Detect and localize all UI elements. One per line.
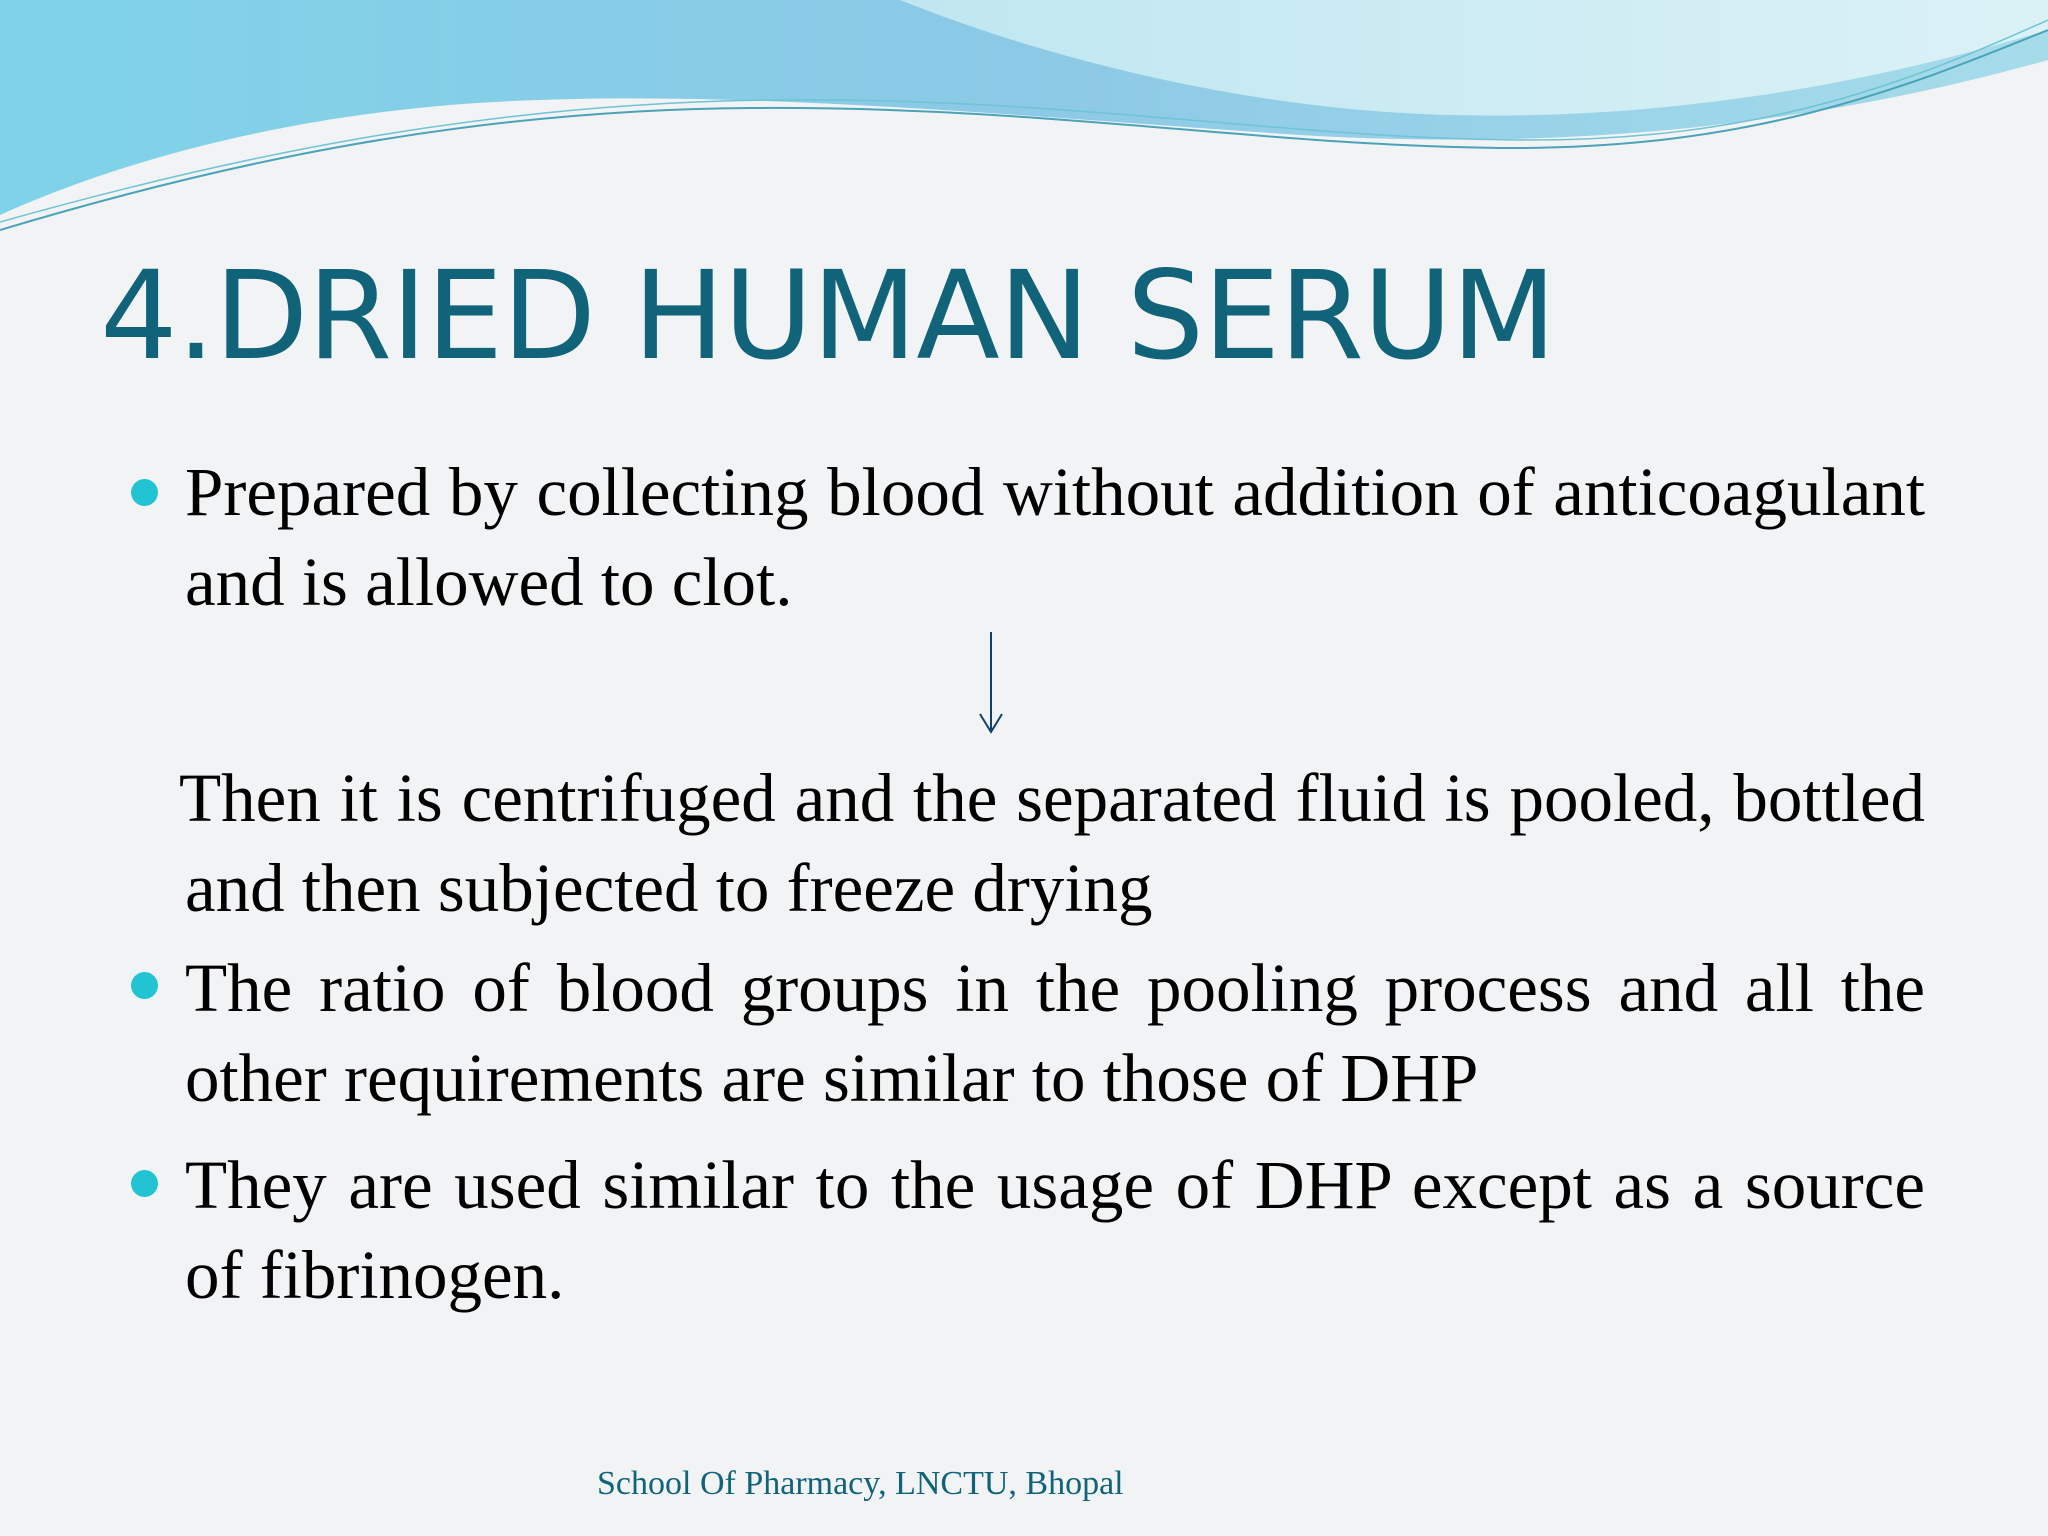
decorative-wave-header: [0, 0, 2048, 260]
continuation-text: Then it is centrifuged and the separated fluid is pooled, bottled and then subjected to freeze drying: [179, 760, 1925, 926]
bullet-text-2: The ratio of blood groups in the pooling process and all the other requirements are similar to those of DHP: [185, 950, 1925, 1116]
bullet-dot-icon: [131, 1170, 158, 1197]
slide-footer: School Of Pharmacy, LNCTU, Bhopal: [597, 1465, 1124, 1502]
bullet-text-1: Prepared by collecting blood without addition of anticoagulant and is allowed to clot.: [185, 454, 1925, 620]
bullet-dot-icon: [131, 972, 158, 999]
slide-title: 4.DRIED HUMAN SERUM: [100, 245, 1556, 387]
bullet-dot-icon: [131, 479, 158, 506]
bullet-text-3: They are used similar to the usage of DHP except as a source of fibrinogen.: [185, 1147, 1925, 1313]
arrow-down-icon: [976, 630, 1006, 735]
